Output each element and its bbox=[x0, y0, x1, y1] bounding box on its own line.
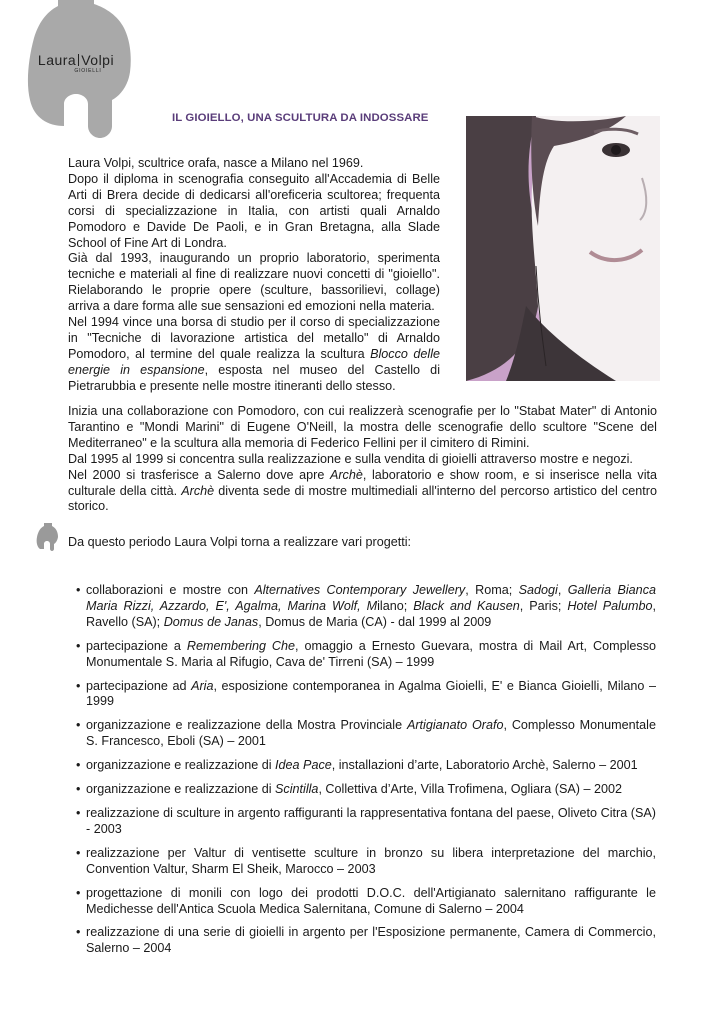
list-item: • realizzazione per Valtur di ventisette sculture in bronzo su libera interpretazione del marchio, Convention Valtur, Sharm El Sheik, Marocco – 2003 bbox=[76, 845, 656, 876]
list-item: • partecipazione a Remembering Che, omaggio a Ernesto Guevara, mostra di Mail Art, Complesso Monumentale S. Maria al Rifugio, Cava de' Tirreni (SA) – 1999 bbox=[76, 638, 657, 669]
logo-name-right: Volpi bbox=[81, 52, 115, 68]
projects-heading: Da questo periodo Laura Volpi torna a realizzare vari progetti: bbox=[68, 535, 412, 549]
bio-full bbox=[68, 404, 657, 515]
list-item: • collaborazioni e mostre con Alternatives Contemporary Jewellery, Roma; Sadogi, Galleria Bianca Maria Rizzi, Azzardo, E', Agalma, Marina Wolf, Milano; Black and Kausen, Paris; Hotel Palumbo, Ravello (SA); Domus de Janas, Domus de Maria (CA) - dal 1999 al 2009 bbox=[76, 583, 656, 629]
list-item: • progettazione di monili con logo dei prodotti D.O.C. dell'Artigianato salernitano raffigurante le Medichesse dell'Antica Scuola Medica Salernitana, Comune di Salerno – 2004 bbox=[76, 885, 656, 916]
bio-intro bbox=[68, 156, 440, 395]
logo bbox=[26, 52, 126, 74]
bio-paragraph: Inizia una collaborazione con Pomodoro, con cui realizzerà scenografie per lo "Stabat Mater" di Antonio Tarantino e "Mondi Marini" di Eugene O'Neill, la mostra delle scenografie dello scultore "Scene del Mediterraneo" e la scultura alla memoria di Federico Fellini per il cimitero di Rimini. bbox=[68, 404, 657, 450]
list-item: • realizzazione di una serie di gioielli in argento per l'Esposizione permanente, Camera di Commercio, Salerno – 2004 bbox=[76, 925, 656, 956]
bio-paragraph: Nel 1994 vince una borsa di studio per il corso di specializzazione in "Tecniche di lavorazione artistica del metallo" di Arnaldo Pomodoro, al termine del quale realizza la scultura Blocco delle energie in espansione, esposta nel museo del Castello di Pietrarubbia e presente nelle mostre itineranti dello stesso. bbox=[68, 315, 440, 393]
portrait-photo bbox=[466, 116, 660, 381]
logo-mark-icon bbox=[36, 523, 58, 551]
bio-paragraph: Dal 1995 al 1999 si concentra sulla realizzazione e sulla vendita di gioielli attraverso mostre e negozi. bbox=[68, 451, 633, 466]
bio-paragraph: Nel 2000 si trasferisce a Salerno dove apre Archè, laboratorio e show room, e si inserisce nella vita culturale della città. Archè diventa sede di mostre multimediali all'interno del percorso artistico del centro storico. bbox=[68, 467, 657, 514]
page-title: IL GIOIELLO, UNA SCULTURA DA INDOSSARE bbox=[172, 112, 429, 124]
projects-list bbox=[76, 583, 656, 965]
list-item: • partecipazione ad Aria, esposizione contemporanea in Agalma Gioielli, E' e Bianca Gioielli, Milano – 1999 bbox=[76, 678, 657, 709]
list-item: • organizzazione e realizzazione di Idea Pace, installazioni d’arte, Laboratorio Archè, Salerno – 2001 bbox=[76, 758, 638, 773]
bio-paragraph: Già dal 1993, inaugurando un proprio laboratorio, sperimenta tecniche e materiali al fine di realizzare nuovi concetti di "gioiello". Rielaborando le proprie opere (sculture, bassorilievi, collage) arriva a dare forma alle sue sensazioni ed emozioni nella materia. bbox=[68, 251, 440, 314]
list-item: • organizzazione e realizzazione di Scintilla, Collettiva d’Arte, Villa Trofimena, Ogliara (SA) – 2002 bbox=[76, 782, 622, 797]
bio-paragraph: Laura Volpi, scultrice orafa, nasce a Milano nel 1969. bbox=[68, 156, 364, 170]
list-item: • organizzazione e realizzazione della Mostra Provinciale Artigianato Orafo, Complesso Monumentale S. Francesco, Eboli (SA) – 2001 bbox=[76, 718, 656, 749]
logo-subtitle: GIOIELLI bbox=[74, 68, 102, 74]
list-item: • realizzazione di sculture in argento raffiguranti la rappresentativa fontana del paese, Oliveto Citra (SA) - 2003 bbox=[76, 805, 656, 836]
logo-name-left: Laura bbox=[37, 52, 77, 68]
bio-paragraph: Dopo il diploma in scenografia conseguito all'Accademia di Belle Arti di Brera decide di dedicarsi all'oreficeria scultorea; frequenta corsi di specializzazione in Italia, con artisti quali Arnaldo Pomodoro e Davide De Paoli, e in Gran Bretagna, alla Slade School of Fine Art di Londra. bbox=[68, 171, 440, 250]
